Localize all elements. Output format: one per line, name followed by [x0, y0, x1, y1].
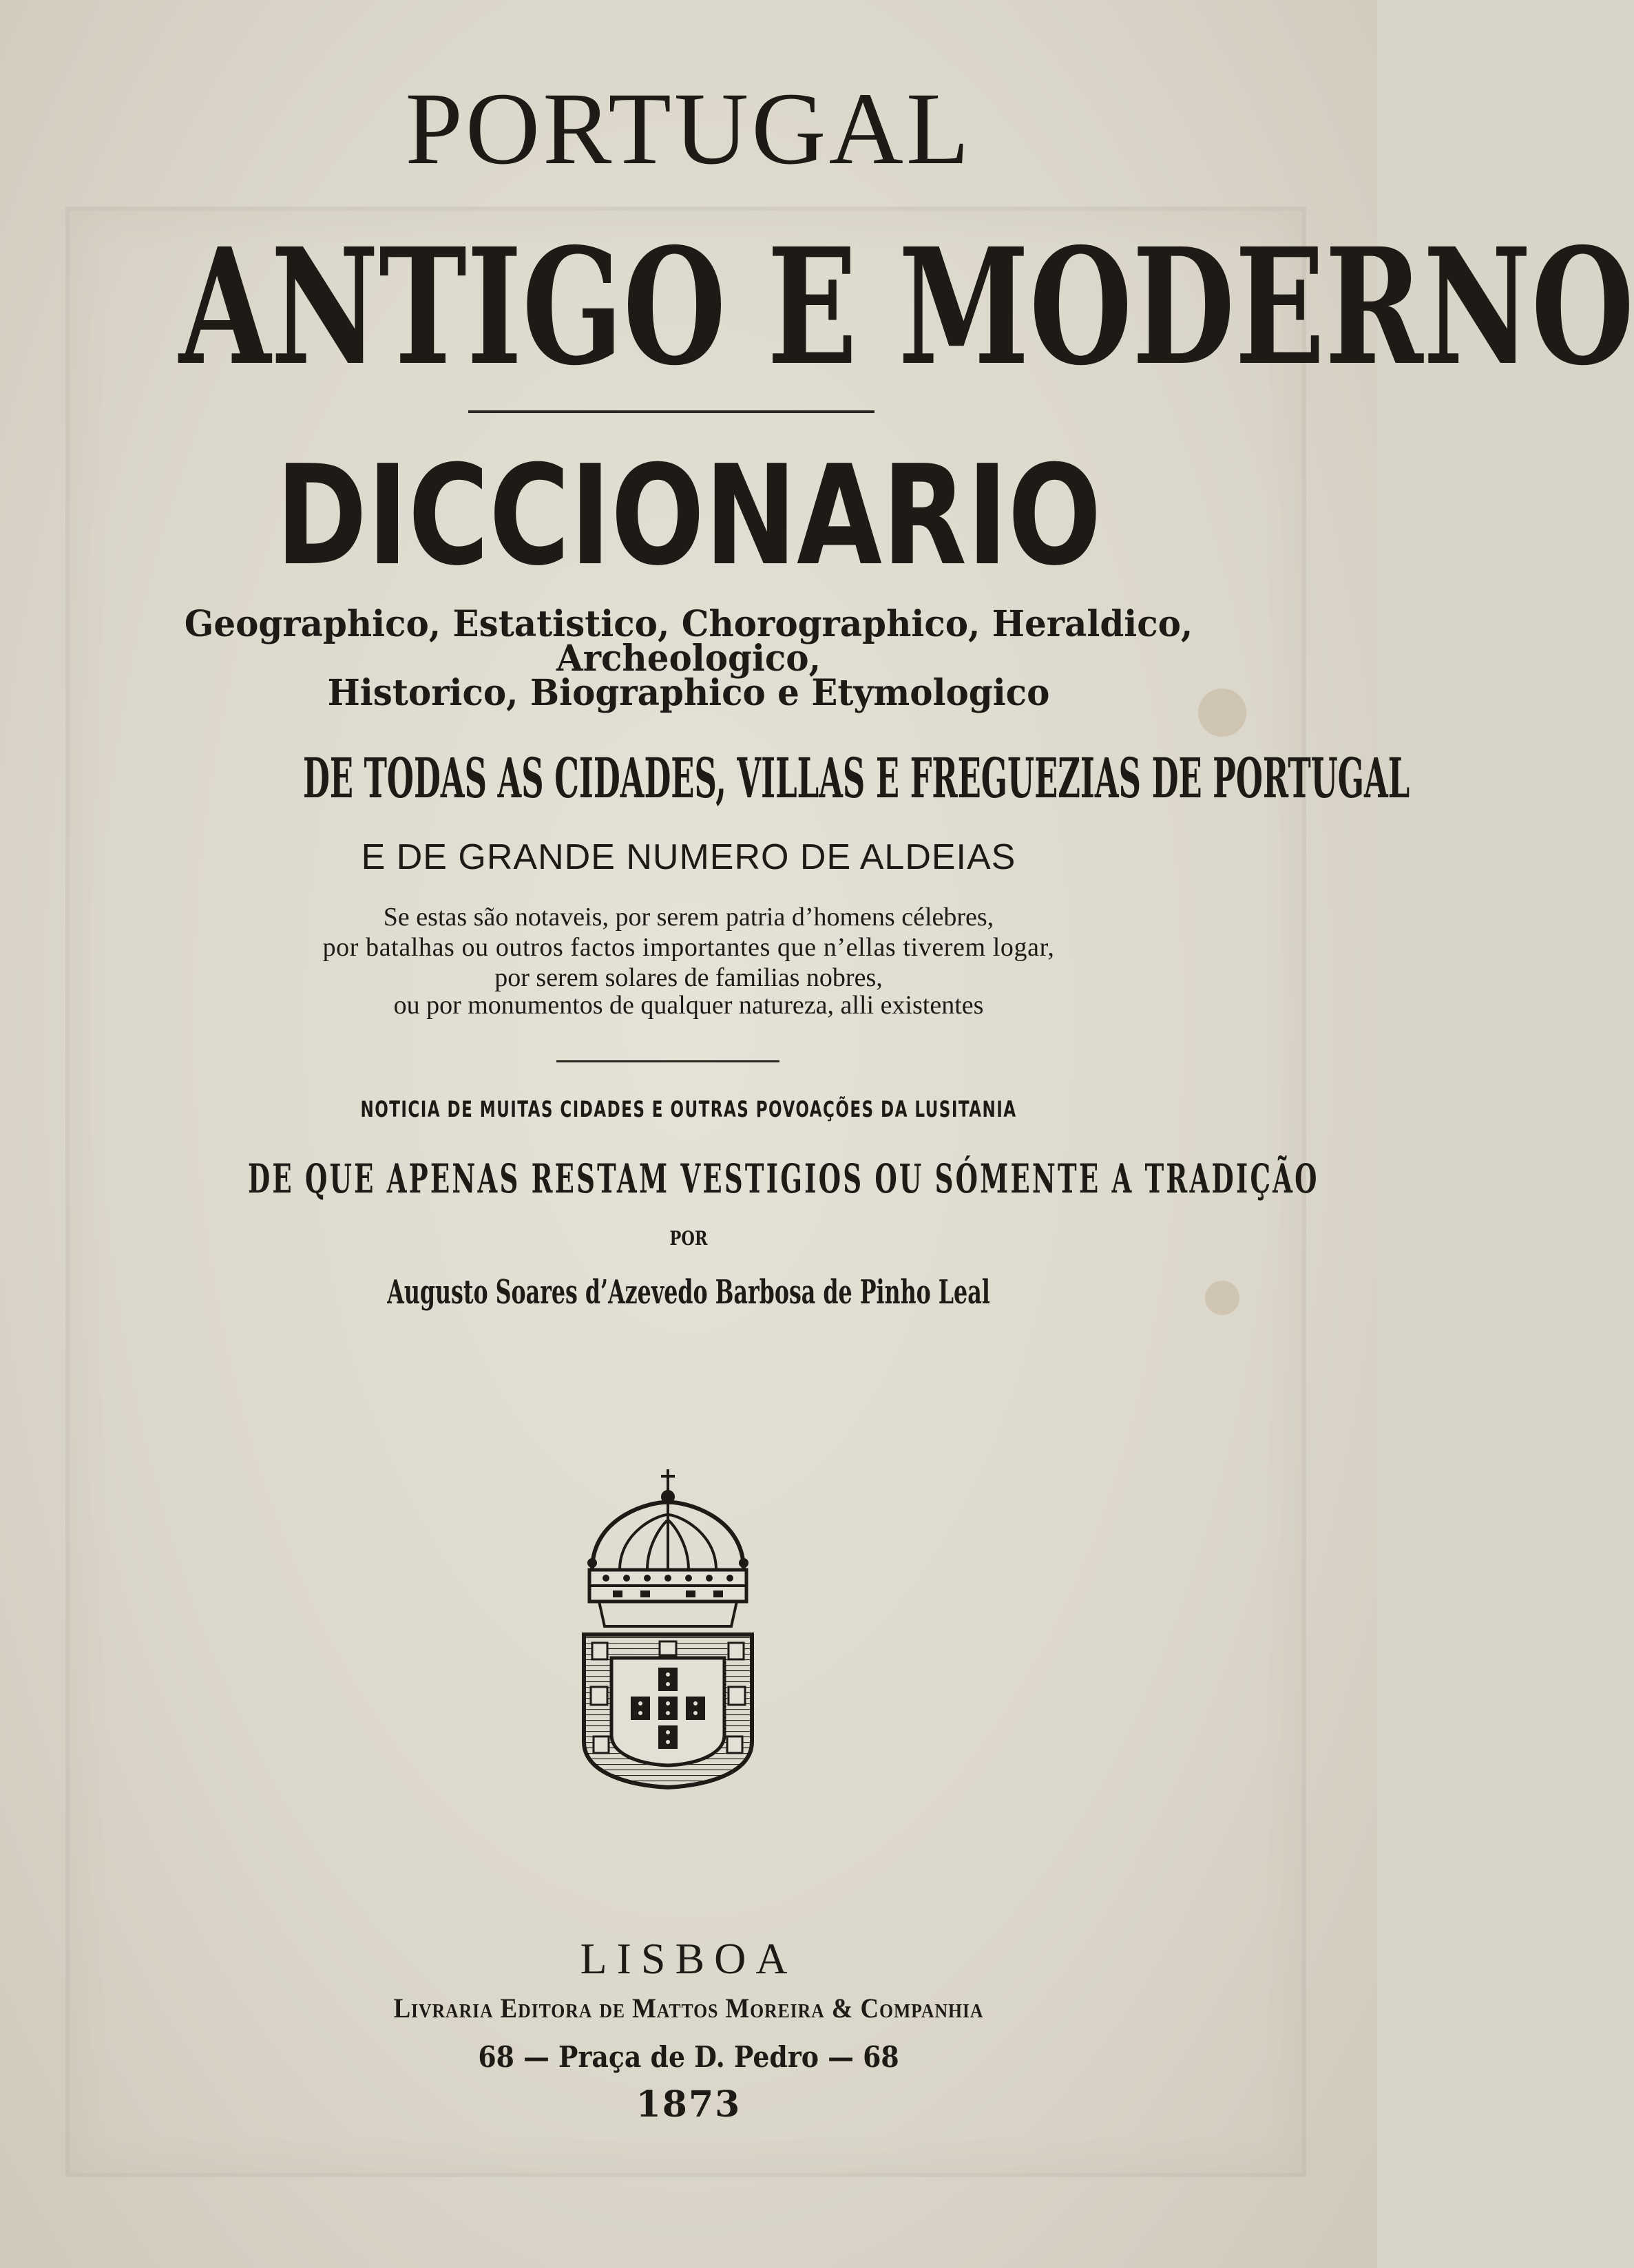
tradicao-line: DE QUE APENAS RESTAM VESTIGIOS OU SÓMENTE A TRADIÇÃO — [248, 1155, 1319, 1202]
title-antigo-e-moderno: ANTIGO E MODERNO — [179, 213, 1634, 401]
section-rule — [556, 1060, 779, 1062]
title-portugal: PORTUGAL — [405, 72, 972, 186]
paragraph-line: por batalhas ou outros factos importantes que n’ellas tiverem logar, — [322, 933, 1055, 962]
imprint-publisher: Livraria Editora de Mattos Moreira & Companhia — [393, 1993, 984, 2024]
imprint-year: 1873 — [636, 2083, 742, 2125]
paragraph-line: por serem solares de familias nobres, — [494, 963, 883, 992]
subtitle-line: Historico, Biographico e Etymologico — [327, 672, 1050, 714]
title-diccionario: DICCIONARIO — [275, 436, 1102, 596]
subtitle-line: Geographico, Estatistico, Chorographico, Heraldico, — [184, 603, 1193, 645]
noticia-line: NOTICIA DE MUITAS CIDADES E OUTRAS POVOAÇÕES DA LUSITANIA — [360, 1096, 1017, 1122]
subtitle-line: Archeologico, — [556, 638, 821, 680]
paragraph-line: Se estas são notaveis, por serem patria d’homens célebres, — [383, 903, 994, 932]
author-name: Augusto Soares d’Azevedo Barbosa de Pinho Leal — [387, 1273, 990, 1312]
foxing-stain — [1205, 1281, 1239, 1315]
coat-of-arms-icon — [578, 1467, 757, 1790]
scope-line-aldeias: E DE GRANDE NUMERO DE ALDEIAS — [361, 837, 1016, 877]
title-rule — [468, 410, 874, 413]
scope-line: DE TODAS AS CIDADES, VILLAS E FREGUEZIAS DE PORTUGAL — [303, 746, 1410, 810]
por-label: POR — [669, 1227, 708, 1250]
paragraph-line: ou por monumentos de qualquer natureza, alli existentes — [393, 991, 984, 1020]
imprint-city: LISBOA — [580, 1934, 797, 1983]
imprint-address: 68 — Praça de D. Pedro — 68 — [478, 2040, 899, 2074]
